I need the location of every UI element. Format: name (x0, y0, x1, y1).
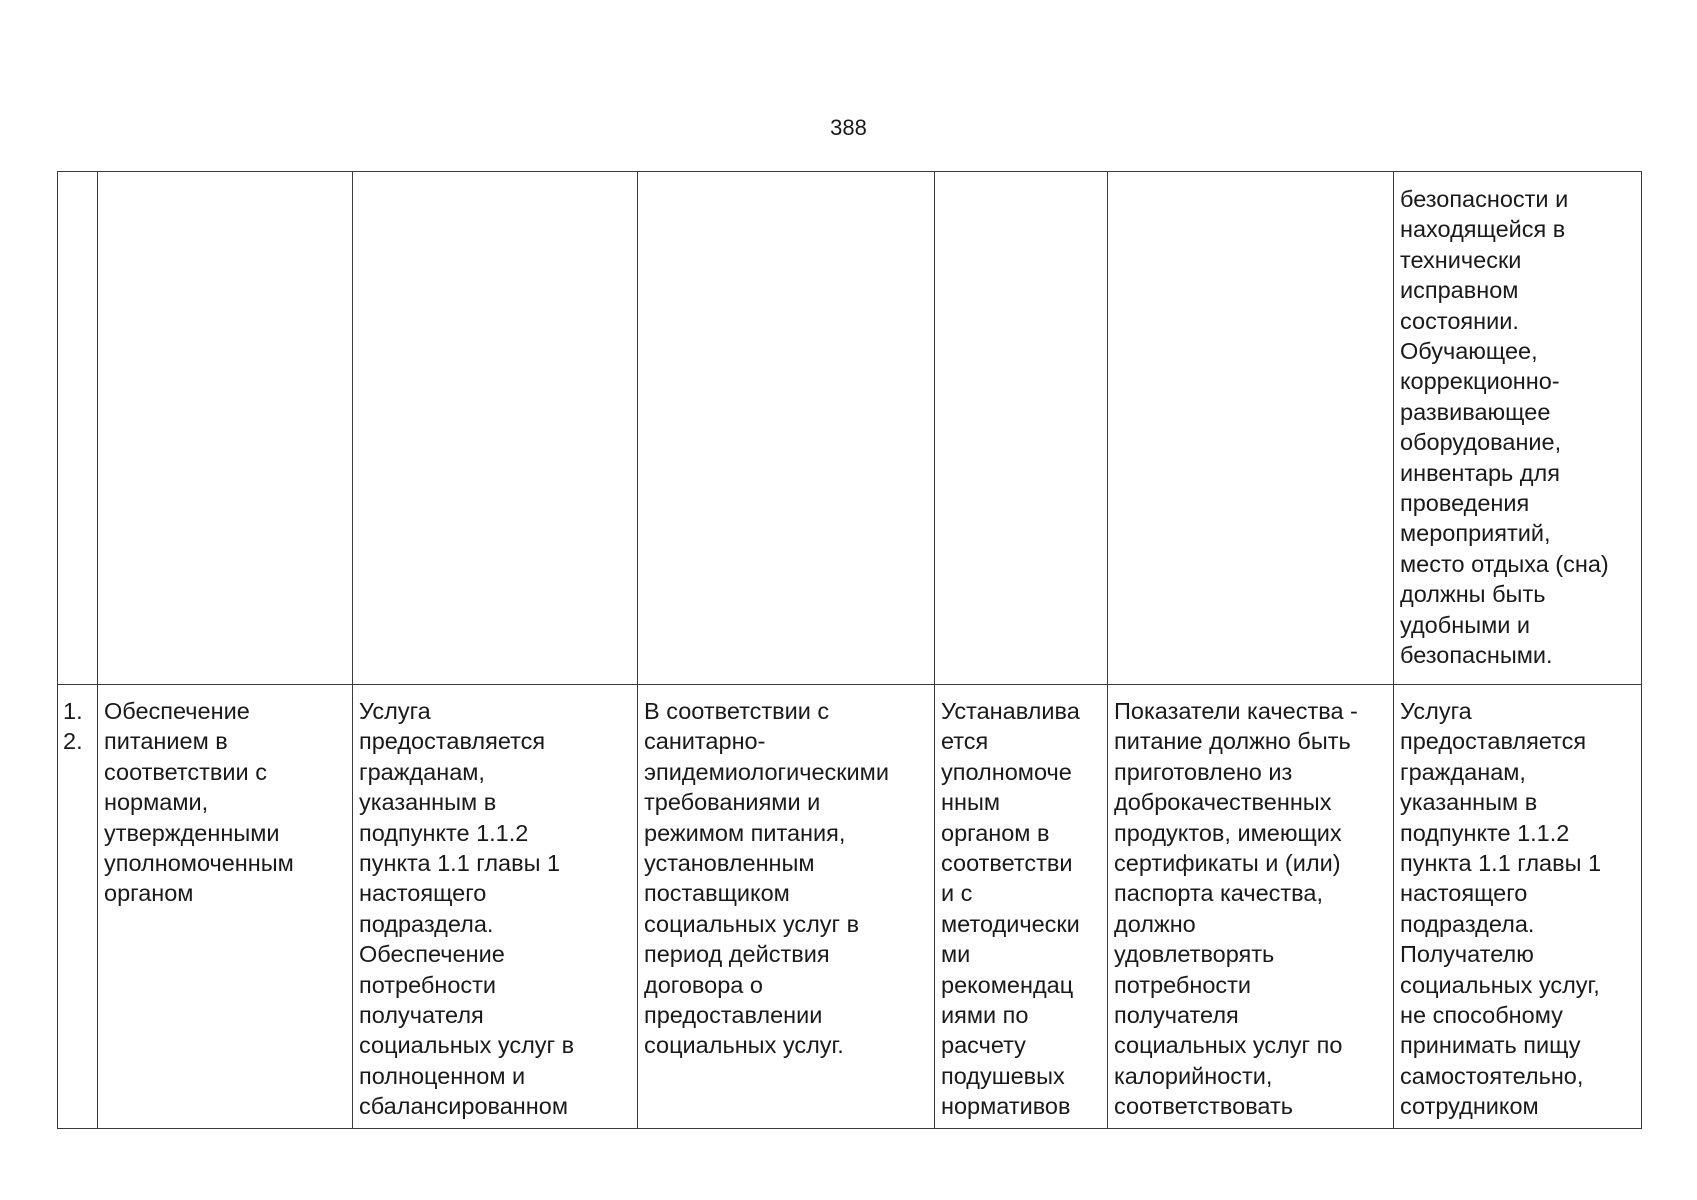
cell-per-capita-norm (935, 172, 1108, 685)
cell-conditions: безопасности и находящейся в технически исправном состоянии. Обучающее, коррекционно- развивающее оборудование, инвентарь для проведения мероприятий, место отдыха (сна) должны быть удобными и безопасными. (1394, 172, 1642, 685)
cell-conditions: Услуга предоставляется гражданам, указанным в подпункте 1.1.2 пункта 1.1 главы 1 настоящего подраздела. Получателю социальных услуг, не способному принимать пищу самостоятельно, сотрудником (1394, 685, 1642, 1129)
cell-service-name: Обеспечение питанием в соответствии с нормами, утвержденными уполномоченным органом (98, 685, 353, 1129)
cell-quality-indicators: Показатели качества - питание должно быть приготовлено из доброкачественных продуктов, имеющих сертификаты и (или) паспорта качества, должно удовлетворять потребности получателя социальных услуг по калорийности, соответствовать (1108, 685, 1394, 1129)
cell-number (58, 172, 98, 685)
cell-service-terms (638, 172, 935, 685)
cell-service-name (98, 172, 353, 685)
cell-service-terms: В соответствии с санитарно- эпидемиологическими требованиями и режимом питания, установленным поставщиком социальных услуг в период действия договора о предоставлении социальных услуг. (638, 685, 935, 1129)
page-number: 388 (830, 115, 867, 140)
cell-per-capita-norm: Устанавлива ется уполномоче нным органом в соответстви и с методически ми рекомендац иями по расчету подушевых нормативов (935, 685, 1108, 1129)
cell-number: 1. 2. (58, 685, 98, 1129)
cell-service-description (353, 172, 638, 685)
cell-service-description: Услуга предоставляется гражданам, указанным в подпункте 1.1.2 пункта 1.1 главы 1 настоящего подраздела. Обеспечение потребности получателя социальных услуг в полноценном и сбалансированном (353, 685, 638, 1129)
services-table (57, 171, 1642, 1129)
table-row (58, 685, 1642, 1129)
table-row (58, 172, 1642, 685)
cell-quality-indicators (1108, 172, 1394, 685)
